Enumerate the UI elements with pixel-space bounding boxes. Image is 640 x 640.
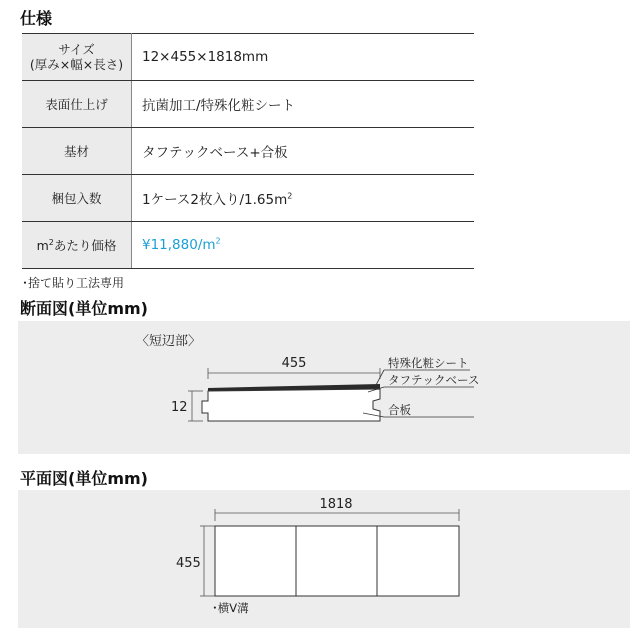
table-row bbox=[22, 175, 474, 222]
base-material-value: タフテックベース+合板 bbox=[132, 128, 475, 175]
thickness-dimension-label: 12 bbox=[171, 400, 188, 415]
cross-section-panel bbox=[18, 321, 630, 454]
price-label bbox=[22, 222, 132, 269]
size-label bbox=[22, 34, 132, 81]
plan-view-diagram bbox=[18, 490, 630, 628]
board-outline bbox=[215, 526, 459, 596]
finish-label: 表面仕上げ bbox=[22, 81, 132, 128]
spec-title: 仕様 bbox=[20, 9, 53, 28]
package-value-sup: 2 bbox=[287, 191, 293, 201]
price-value-main: ¥11,880/m bbox=[142, 237, 216, 253]
construction-note: ･捨て貼り工法専用 bbox=[22, 276, 125, 290]
table-row bbox=[22, 222, 474, 269]
price-label-pre: m bbox=[36, 237, 49, 253]
base-material-label: 基材 bbox=[22, 128, 132, 175]
size-value: 12×455×1818mm bbox=[132, 34, 475, 81]
plan-view-panel bbox=[18, 490, 630, 628]
groove-note: ･横V溝 bbox=[212, 601, 249, 615]
package-value bbox=[132, 175, 475, 222]
table-row bbox=[22, 34, 474, 81]
width-dimension-label: 455 bbox=[281, 356, 307, 371]
plan-view-title: 平面図(単位mm) bbox=[20, 469, 148, 488]
size-label-line1: サイズ bbox=[58, 42, 95, 57]
spec-table bbox=[22, 33, 474, 269]
table-row bbox=[22, 81, 474, 128]
cross-section-subtitle: 〈短辺部〉 bbox=[136, 334, 202, 349]
cross-section-diagram bbox=[18, 321, 630, 454]
table-row bbox=[22, 128, 474, 175]
cross-section-title: 断面図(単位mm) bbox=[20, 299, 148, 318]
plan-width-dimension-label: 455 bbox=[176, 556, 201, 571]
package-label: 梱包入数 bbox=[22, 175, 132, 222]
finish-value: 抗菌加工/特殊化粧シート bbox=[132, 81, 475, 128]
layer-label-sheet: 特殊化粧シート bbox=[388, 356, 469, 370]
price-value-sup: 2 bbox=[215, 236, 221, 246]
price-label-sup: 2 bbox=[48, 237, 54, 247]
price-label-post: あたり価格 bbox=[53, 237, 117, 253]
size-label-line2: (厚み×幅×長さ) bbox=[29, 57, 124, 72]
length-dimension-label: 1818 bbox=[319, 497, 353, 512]
price-value bbox=[132, 222, 475, 269]
layer-label-base: タフテックベース bbox=[388, 373, 480, 387]
package-value-main: 1ケース2枚入り/1.65m bbox=[142, 192, 288, 208]
layer-label-plywood: 合板 bbox=[388, 403, 411, 417]
plywood-layer bbox=[202, 389, 380, 421]
